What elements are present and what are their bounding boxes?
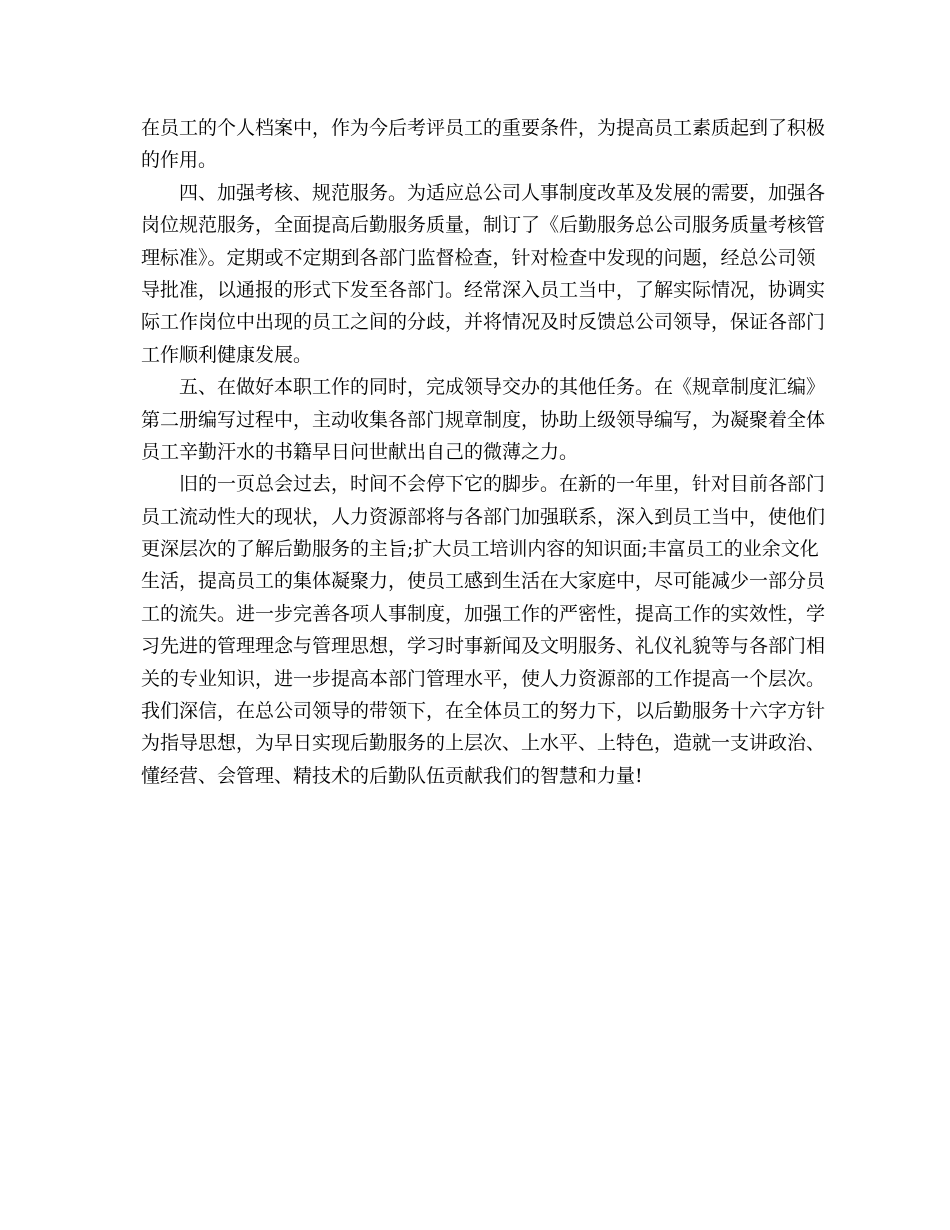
text-line: 五、在做好本职工作的同时，完成领导交办的其他任务。在《规章制度汇编》 [179,376,826,399]
text-line: 生活，提高员工的集体凝聚力，使员工感到生活在大家庭中，尽可能减少一部分员 [141,570,826,593]
text-line: 旧的一页总会过去，时间不会停下它的脚步。在新的一年里，针对目前各部门 [179,473,826,496]
text-line: 理标准》。定期或不定期到各部门监督检查，针对检查中发现的问题，经总公司领 [141,246,816,269]
text-line: 关的专业知识，进一步提高本部门管理水平，使人力资源部的工作提高一个层次。 [141,667,826,690]
text-line: 员工辛勤汗水的书籍早日问世献出自己的微薄之力。 [141,440,579,463]
text-line: 懂经营、会管理、精技术的后勤队伍贡献我们的智慧和力量! [141,764,643,787]
text-line: 岗位规范服务，全面提高后勤服务质量，制订了《后勤服务总公司服务质量考核管 [141,214,826,237]
text-line: 员工流动性大的现状，人力资源部将与各部门加强联系，深入到员工当中，使他们 [141,505,826,528]
paragraph-3 [141,371,826,468]
paragraph-1 [141,112,826,177]
text-line: 更深层次的了解后勤服务的主旨;扩大员工培训内容的知识面;丰富员工的业余文化 [141,538,819,561]
text-line: 第二册编写过程中，主动收集各部门规章制度，协助上级领导编写，为凝聚着全体 [141,408,826,431]
text-line: 我们深信，在总公司领导的带领下，在全体员工的努力下，以后勤服务十六字方针 [141,700,826,723]
text-line: 工作顺利健康发展。 [141,343,313,366]
text-line: 为指导思想，为早日实现后勤服务的上层次、上水平、上特色，造就一支讲政治、 [141,732,826,755]
text-line: 四、加强考核、规范服务。为适应总公司人事制度改革及发展的需要，加强各 [179,181,826,204]
text-line: 在员工的个人档案中，作为今后考评员工的重要条件，为提高员工素质起到了积极 [141,117,826,139]
paragraph-4 [141,468,826,792]
text-line: 际工作岗位中出现的员工之间的分歧，并将情况及时反馈总公司领导，保证各部门 [141,311,826,334]
text-line: 习先进的管理理念与管理思想，学习时事新闻及文明服务、礼仪礼貌等与各部门相 [141,635,826,658]
text-line: 的作用。 [141,149,218,172]
text-line: 工的流失。进一步完善各项人事制度，加强工作的严密性，提高工作的实效性，学 [141,602,826,625]
paragraph-2 [141,177,826,371]
text-line: 导批准，以通报的形式下发至各部门。经常深入员工当中，了解实际情况，协调实 [141,278,826,301]
document-page [141,112,826,792]
